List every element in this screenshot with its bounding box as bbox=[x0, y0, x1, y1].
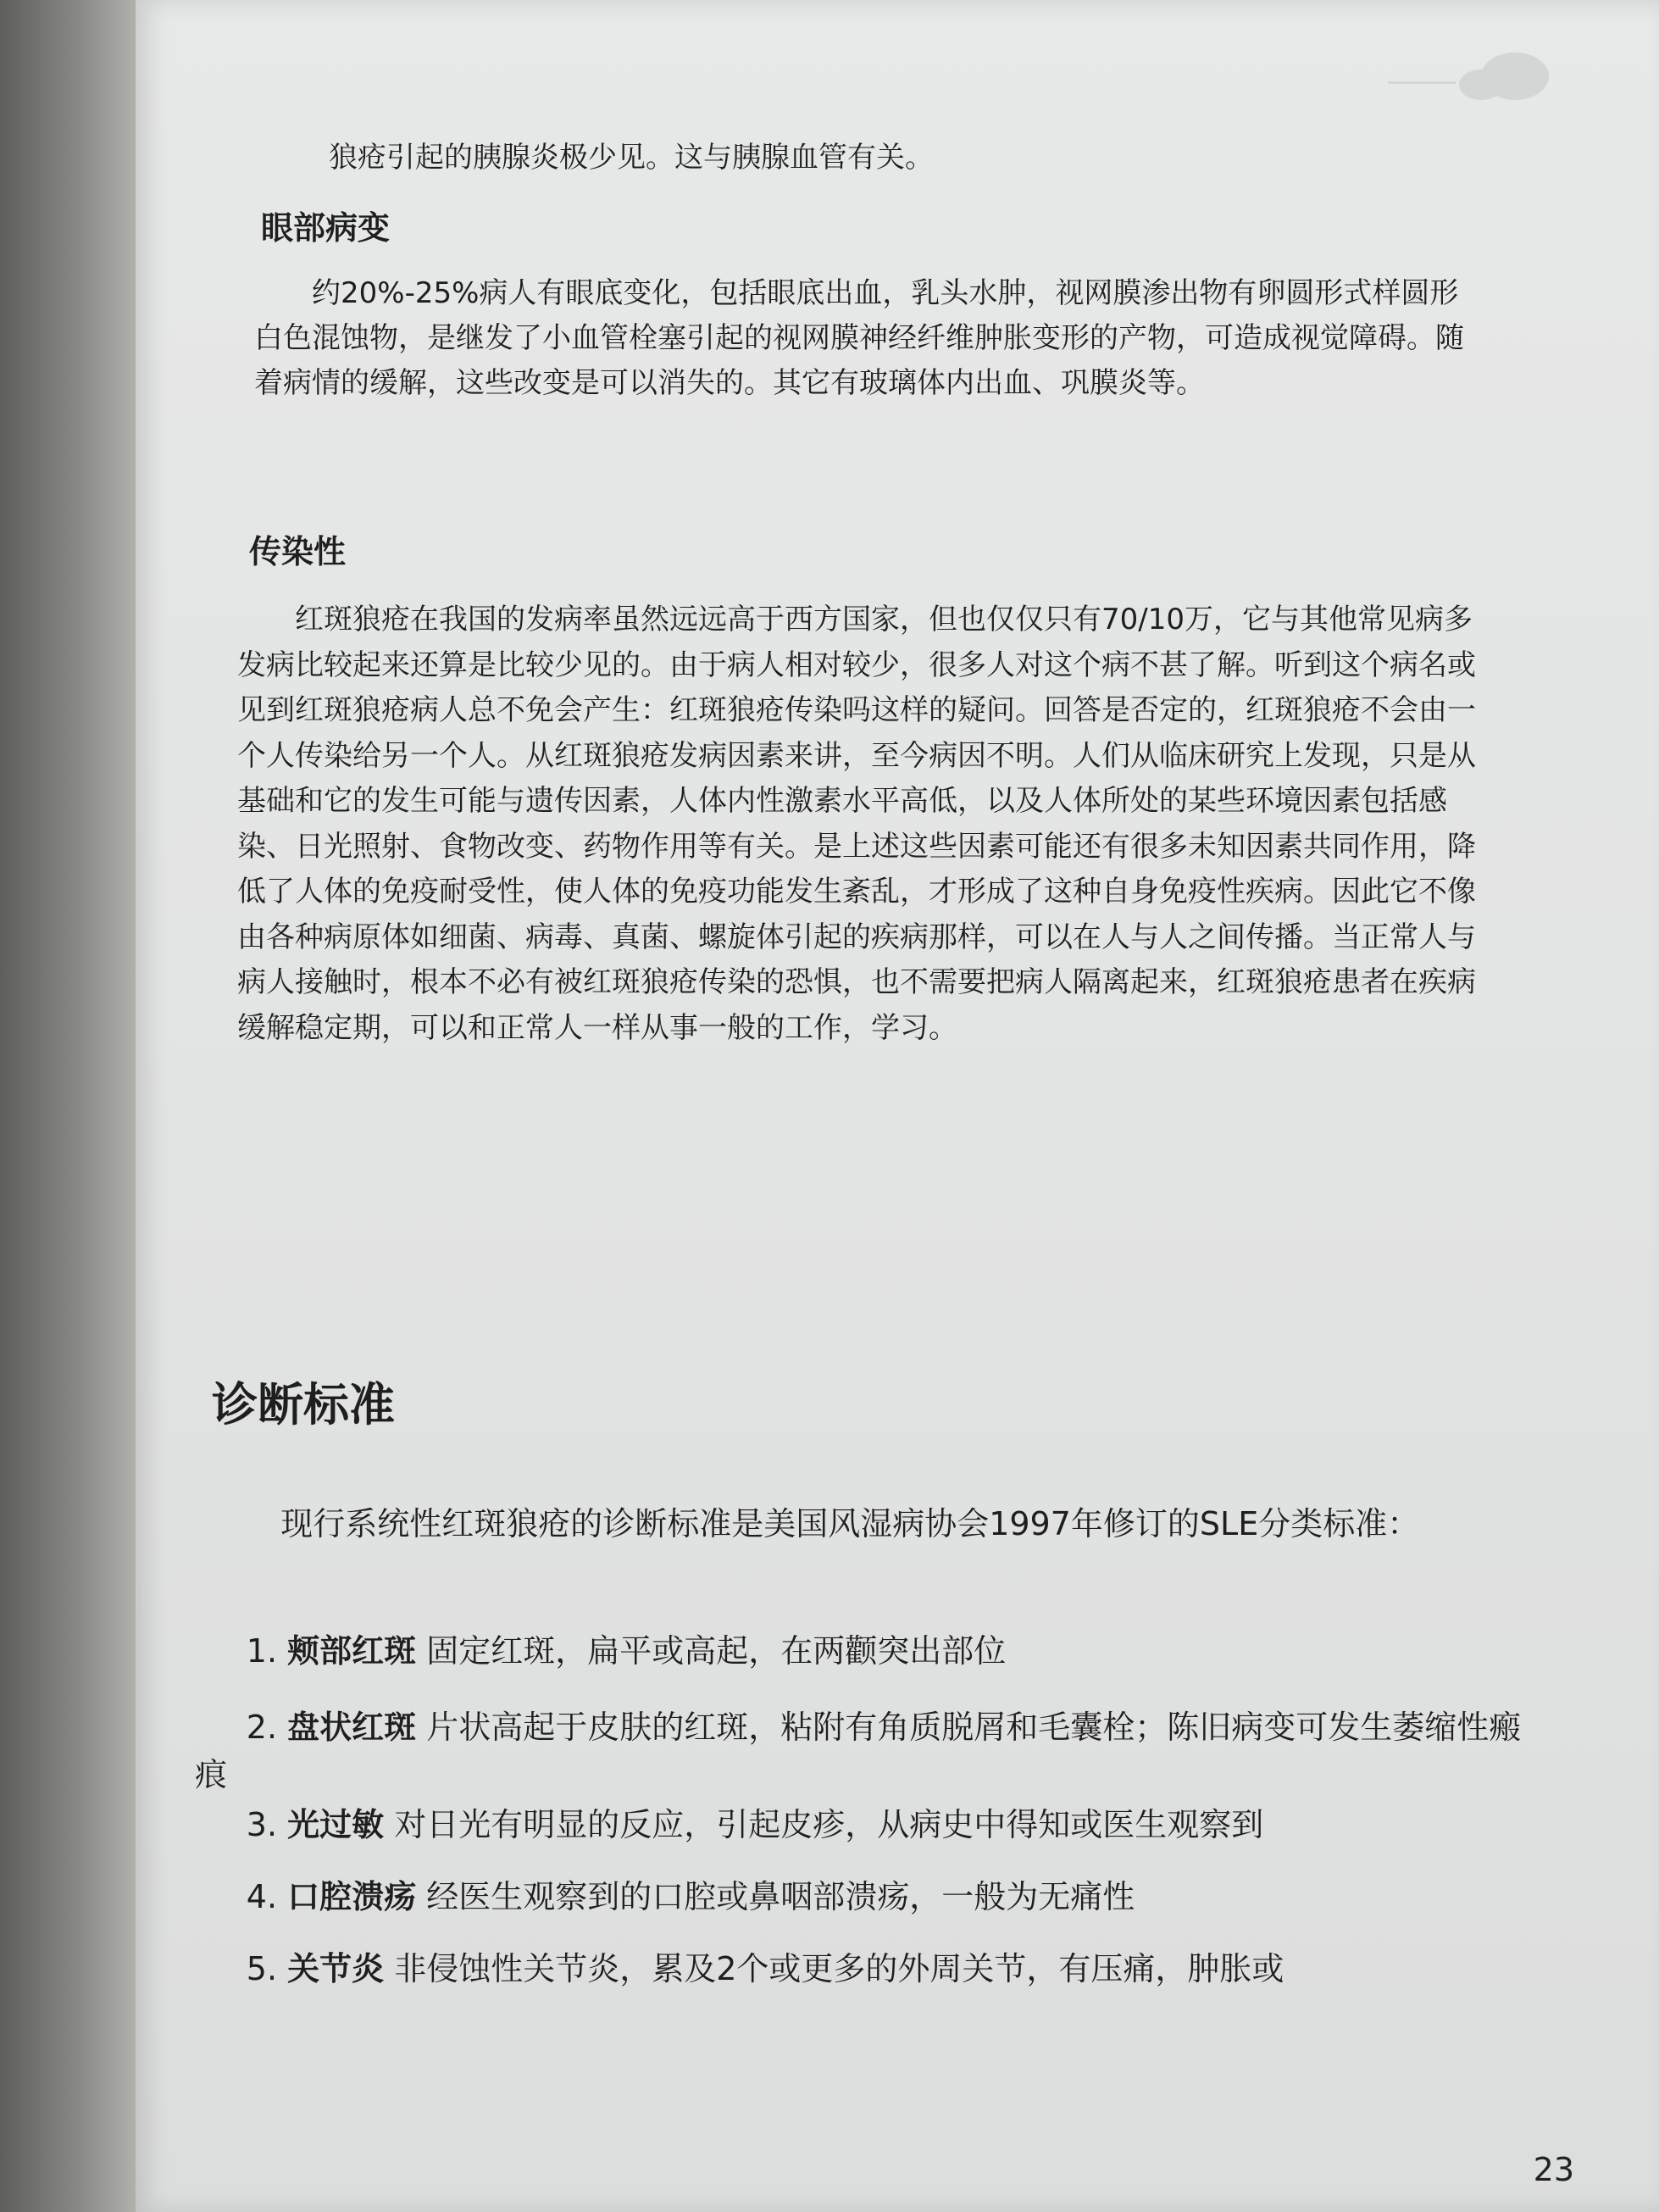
diagnosis-intro: 现行系统性红斑狼疮的诊断标准是美国风湿病协会1997年修订的SLE分类标准： bbox=[280, 1505, 1420, 1542]
criterion-term: 颊部红斑 bbox=[287, 1632, 417, 1670]
criterion-item bbox=[195, 1801, 1551, 1848]
infection-section-heading: 传染性 bbox=[249, 533, 347, 570]
criterion-term: 关节炎 bbox=[287, 1950, 385, 1987]
page-number: 23 bbox=[1533, 2151, 1574, 2188]
criterion-number: 5. bbox=[246, 1950, 288, 1987]
criterion-item bbox=[195, 1873, 1551, 1920]
criterion-description: 对日光有明显的反应，引起皮疹，从病史中得知或医生观察到 bbox=[384, 1806, 1264, 1843]
criterion-term: 口腔溃疡 bbox=[287, 1878, 417, 1915]
criterion-description: 经医生观察到的口腔或鼻咽部溃疡，一般为无痛性 bbox=[416, 1878, 1135, 1915]
header-ornament bbox=[1388, 25, 1557, 119]
book-spine-shadow bbox=[0, 0, 148, 2212]
criterion-number: 4. bbox=[246, 1878, 288, 1915]
eye-section-heading: 眼部病变 bbox=[261, 209, 391, 247]
infection-section-body: 红斑狼疮在我国的发病率虽然远远高于西方国家，但也仅仅只有70/10万，它与其他常见病多发病比较起来还算是比较少见的。由于病人相对较少，很多人对这个病不甚了解。听到这个病名或见到红斑狼疮病人总不免会产生：红斑狼疮传染吗这样的疑问。回答是否定的，红斑狼疮不会由一个人传染给另一个人。从红斑狼疮发病因素来讲，至今病因不明。人们从临床研究上发现，只是从基础和它的发生可能与遗传因素，人体内性激素水平高低，以及人体所处的某些环境因素包括感染、日光照射、食物改变、药物作用等有关。是上述这些因素可能还有很多未知因素共同作用，降低了人体的免疫耐受性，使人体的免疫功能发生紊乱，才形成了这种自身免疫性疾病。因此它不像由各种病原体如细菌、病毒、真菌、螺旋体引起的疾病那样，可以在人与人之间传播。当正常人与病人接触时，根本不必有被红斑狼疮传染的恐惧，也不需要把病人隔离起来，红斑狼疮患者在疾病缓解稳定期，可以和正常人一样从事一般的工作，学习。 bbox=[237, 603, 1476, 1045]
eye-section-body: 约20%-25%病人有眼底变化，包括眼底出血，乳头水肿，视网膜渗出物有卵圆形式样圆形白色混蚀物，是继发了小血管栓塞引起的视网膜神经纤维肿胀变形的产物，可造成视觉障碍。随着病情的缓解，这些改变是可以消失的。其它有玻璃体内出血、巩膜炎等。 bbox=[254, 276, 1464, 400]
criterion-number: 3. bbox=[246, 1806, 288, 1843]
criterion-description: 非侵蚀性关节炎，累及2个或更多的外周关节，有压痛，肿胀或 bbox=[384, 1950, 1284, 1987]
criterion-item bbox=[195, 1627, 1551, 1675]
criterion-number: 2. bbox=[246, 1709, 288, 1746]
diagnosis-heading: 诊断标准 bbox=[212, 1377, 395, 1431]
criterion-item bbox=[195, 1945, 1551, 1992]
pancreatitis-note: 狼疮引起的胰腺炎极少见。这与胰腺血管有关。 bbox=[329, 141, 934, 175]
criterion-term: 盘状红斑 bbox=[287, 1709, 417, 1746]
criterion-description: 固定红斑，扁平或高起，在两颧突出部位 bbox=[416, 1632, 1007, 1670]
criterion-term: 光过敏 bbox=[287, 1806, 385, 1843]
criterion-number: 1. bbox=[246, 1632, 288, 1670]
criterion-description: 片状高起于皮肤的红斑，粘附有角质脱屑和毛囊栓；陈旧病变可发生萎缩性瘢痕 bbox=[195, 1709, 1522, 1793]
criterion-item bbox=[195, 1703, 1551, 1798]
